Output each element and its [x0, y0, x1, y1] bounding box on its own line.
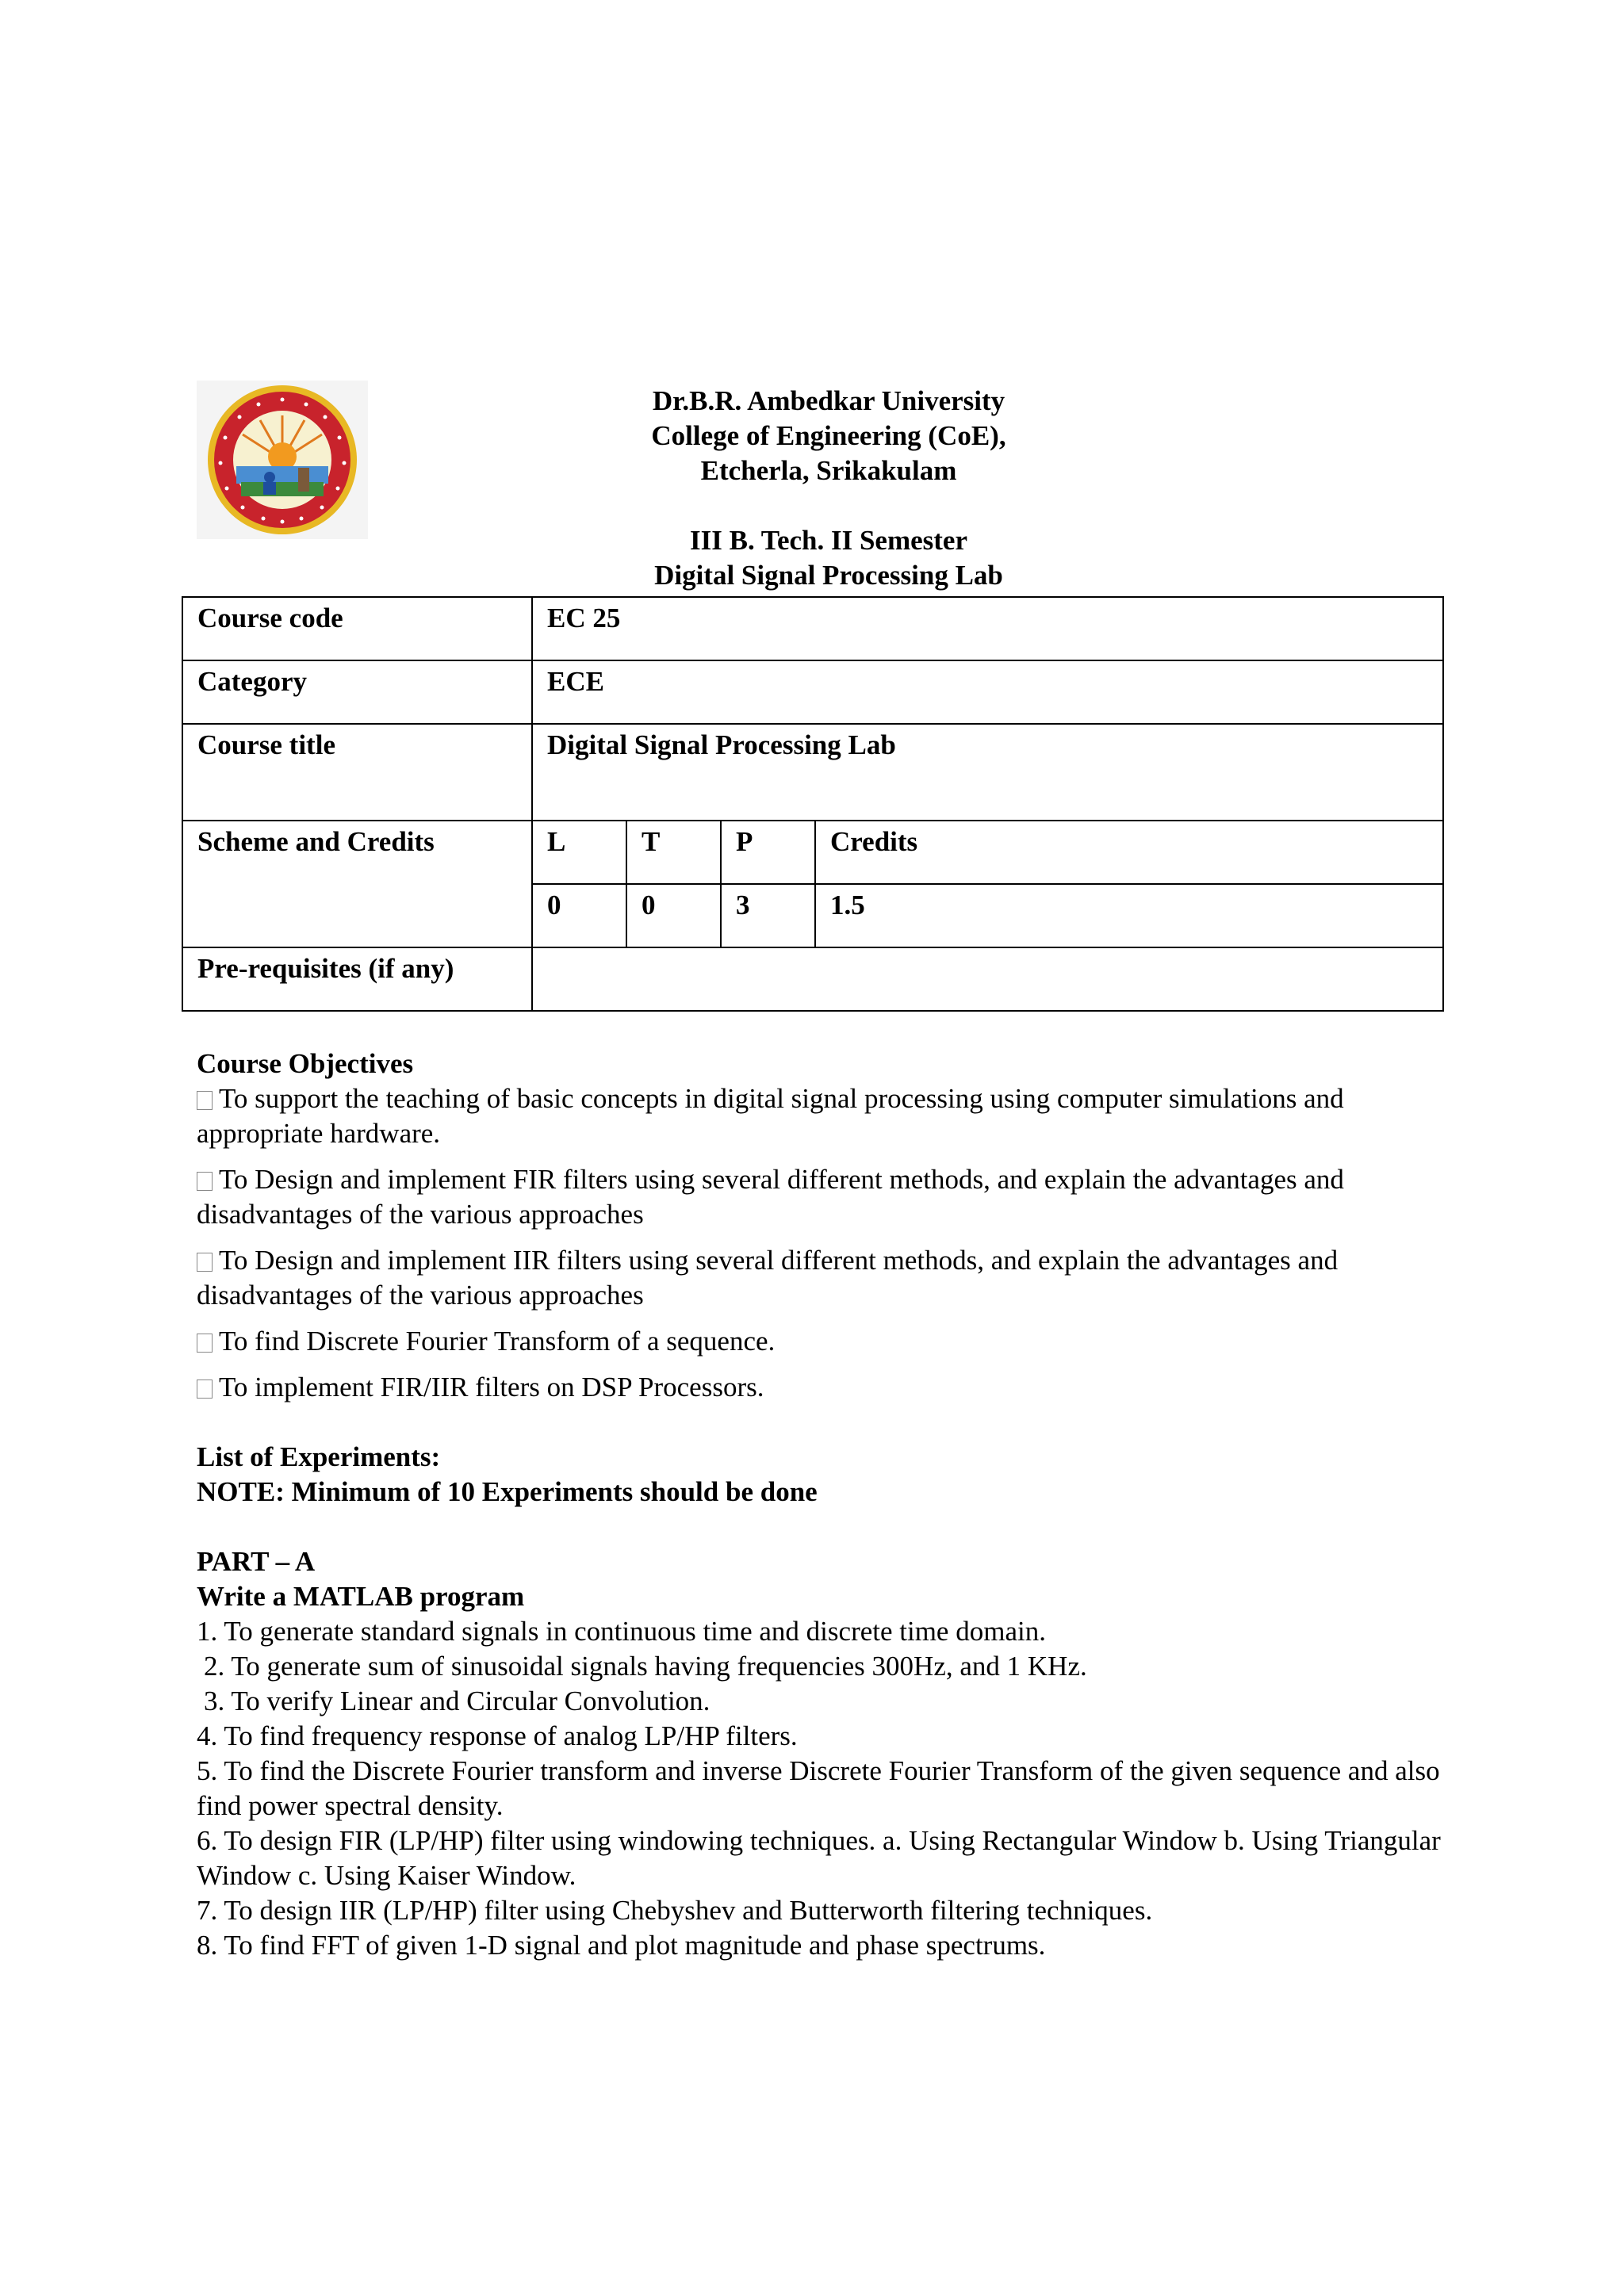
bullet-box-icon — [197, 1253, 213, 1272]
experiment-item: 4. To find frequency response of analog LP/HP filters. — [197, 1720, 798, 1751]
scheme-header-p: P — [721, 821, 815, 884]
document-body — [197, 1047, 1465, 1963]
course-code-value: EC 25 — [532, 597, 1443, 660]
college-name: College of Engineering (CoE), — [651, 420, 1006, 451]
experiment-item: 3. To verify Linear and Circular Convolution. — [204, 1686, 710, 1716]
scheme-header-l: L — [532, 821, 626, 884]
document-header — [555, 384, 1102, 593]
scheme-value-l: 0 — [532, 884, 626, 947]
experiments-note: NOTE: Minimum of 10 Experiments should be done — [197, 1476, 818, 1507]
experiment-item: 8. To find FFT of given 1-D signal and plot magnitude and phase spectrums. — [197, 1930, 1046, 1961]
college-location: Etcherla, Srikakulam — [700, 455, 957, 486]
lab-title: Digital Signal Processing Lab — [654, 560, 1003, 591]
part-a-heading: PART – A — [197, 1546, 316, 1577]
bullet-box-icon — [197, 1091, 213, 1110]
scheme-credits-label-cont — [182, 884, 532, 947]
experiment-item: 1. To generate standard signals in continuous time and discrete time domain. — [197, 1616, 1046, 1647]
scheme-header-credits: Credits — [815, 821, 1443, 884]
matlab-subheading: Write a MATLAB program — [197, 1581, 525, 1612]
experiment-item: 2. To generate sum of sinusoidal signals having frequencies 300Hz, and 1 KHz. — [204, 1651, 1087, 1682]
scheme-credits-label: Scheme and Credits — [182, 821, 532, 884]
category-value: ECE — [532, 660, 1443, 724]
bullet-box-icon — [197, 1172, 213, 1191]
experiment-item: 5. To find the Discrete Fourier transform and inverse Discrete Fourier Transform of the given sequence and also find power spectral density. — [197, 1755, 1440, 1821]
experiments-heading: List of Experiments: — [197, 1441, 441, 1472]
objectives-list — [197, 1081, 1465, 1405]
course-code-label: Course code — [182, 597, 532, 660]
experiment-item: 7. To design IIR (LP/HP) filter using Chebyshev and Butterworth filtering techniques. — [197, 1895, 1153, 1926]
objective-item: To Design and implement FIR filters using several different methods, and explain the advantages and disadvantages of the various approaches — [197, 1164, 1344, 1230]
objective-item: To support the teaching of basic concepts in digital signal processing using computer simulations and appropriate hardware. — [197, 1083, 1344, 1149]
university-seal-icon — [197, 381, 368, 539]
course-details-table — [182, 596, 1444, 1012]
objective-item: To implement FIR/IIR filters on DSP Processors. — [197, 1370, 1465, 1405]
semester-title: III B. Tech. II Semester — [689, 525, 968, 556]
course-title-label: Course title — [182, 724, 532, 821]
university-logo — [197, 381, 368, 539]
experiment-item: 6. To design FIR (LP/HP) filter using windowing techniques. a. Using Rectangular Window b. Using Triangular Window c. Using Kaiser Window. — [197, 1825, 1441, 1891]
scheme-value-p: 3 — [721, 884, 815, 947]
course-title-value: Digital Signal Processing Lab — [532, 724, 1443, 821]
objective-item: To find Discrete Fourier Transform of a sequence. — [197, 1324, 1465, 1359]
bullet-box-icon — [197, 1380, 213, 1399]
scheme-header-t: T — [626, 821, 721, 884]
bullet-box-icon — [197, 1334, 213, 1353]
category-label: Category — [182, 660, 532, 724]
objective-item: To Design and implement IIR filters using several different methods, and explain the advantages and disadvantages of the various approaches — [197, 1245, 1339, 1311]
objectives-heading: Course Objectives — [197, 1048, 414, 1079]
prerequisites-value — [532, 947, 1443, 1011]
scheme-value-t: 0 — [626, 884, 721, 947]
experiments-list — [197, 1614, 1465, 1963]
university-name: Dr.B.R. Ambedkar University — [652, 385, 1005, 416]
scheme-value-credits: 1.5 — [815, 884, 1443, 947]
prerequisites-label: Pre-requisites (if any) — [182, 947, 532, 1011]
